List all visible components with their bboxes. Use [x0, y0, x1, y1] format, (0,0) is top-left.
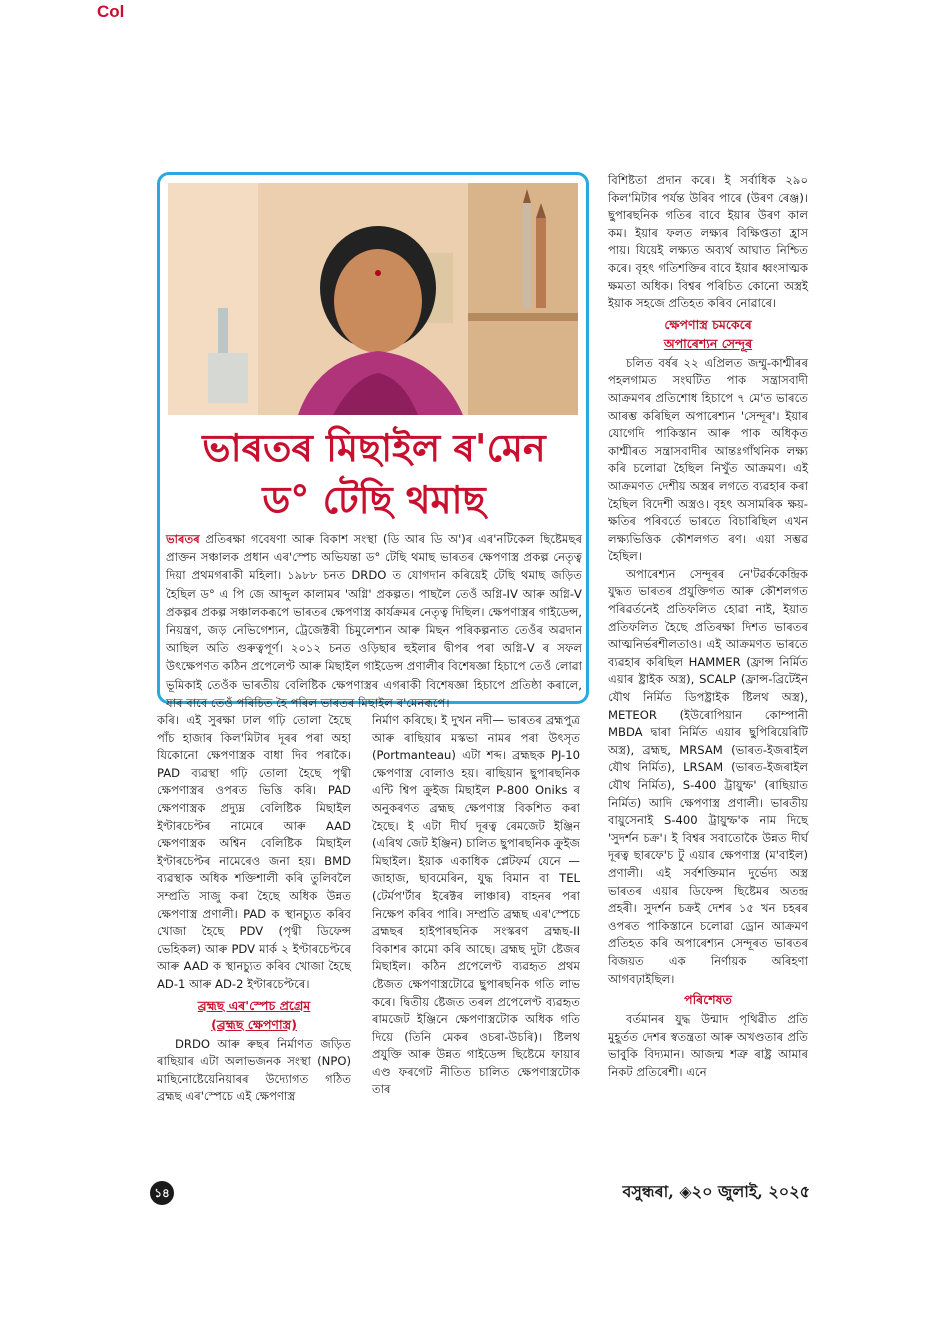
col1-subheading-line-2: (ব্ৰহ্মছ ক্ষেপণাস্ত্ৰ): [211, 1016, 297, 1032]
intro-paragraph: [166, 530, 582, 712]
corner-label: Col: [97, 2, 125, 21]
portrait-photo: [168, 183, 578, 415]
col3-paragraph-4: বৰ্তমানৰ যুদ্ধ উন্মাদ পৃথিৱীত প্ৰতি মুহূৰ্তত দেশৰ স্বতন্ত্ৰতা আৰু অখণ্ডতাৰ প্ৰতি ভাবুকি বিদ্যমান। আজন্ম শত্ৰু ৰাষ্ট্ৰ আমাৰ নিকট প্ৰতিৰেশী। এনে: [608, 1012, 808, 1079]
column-left: [157, 712, 351, 1106]
col3-subheading-line-1: ক্ষেপণাস্ত্ৰ চমকেৰে: [664, 316, 752, 332]
col3-paragraph-3: অপাৰেশ্যন সেন্দূৰৰ নে'টৱৰ্ককেন্দ্ৰিক যুদ্ধত ভাৰতৰ প্ৰযুক্তিগত আৰু কৌশলগত পৰিৱৰ্তনেই প্ৰতিফলিত হোৱা নাই, ইয়াত প্ৰতিফলিত হৈছে প্ৰতিৰক্ষা দিশত ভাৰতৰ আত্মনিৰ্ভৰশীলতাও। এই আক্ৰমণত ভাৰতে ব্যৱহাৰ কৰিছিল HAMMER (ফ্ৰান্স নিৰ্মিত এয়াৰ ষ্ট্ৰাইক অস্ত্ৰ), SCALP (ফ্ৰান্স-ব্ৰিটেইন যৌথ নিৰ্মিত ডিপষ্ট্ৰাইক ষ্টিলথ অস্ত্ৰ), METEOR (ইউৰোপিয়ান কোম্পানী MBDA দ্বাৰা নিৰ্মিত এয়াৰ ছুপিৰিয়েৰিটি অস্ত্ৰ), ব্ৰহ্মছ, MRSAM (ভাৰত-ইজৰাইল যৌথ নিৰ্মিত), LRSAM (ভাৰত-ইজৰাইল যৌথ নিৰ্মিত), S-400 ট্ৰায়ুম্ফ' (ৰাছিয়াত নিৰ্মিত) আদি ক্ষেপণাস্ত্ৰ প্ৰণালী। ভাৰতীয় বায়ুসেনাই S-400 ট্ৰায়ুম্ফ'ক নাম দিছে 'সুদৰ্শন চক্ৰ'। ই বিশ্বৰ সবাতোকৈ উন্নত দীৰ্ঘ দূৰত্ব ছাৰফে'চ টু এয়াৰ ক্ষেপণাস্ত্ৰ (ম'বাইল) প্ৰণালী। এই সৰ্বশক্তিমান দুৰ্ভেদ্য অস্ত্ৰ ভাৰতৰ এয়াৰ ডিফেন্স ছিষ্টেমৰ অতন্দ্ৰ প্ৰহৰী। সুদৰ্শন চক্ৰই দেশৰ ১৫ খন চহৰৰ ওপৰত পাকিস্তানে চলোৱা ড্ৰোন আক্ৰমণ প্ৰতিহত কৰি অপাৰেশ্যন সেন্দূৰত ভাৰতৰ বিজয়ত এক নিৰ্ণায়ক অৰিহণা আগবঢ়াইছিল।: [608, 566, 808, 986]
col3-paragraph-2: চলিত বৰ্ষৰ ২২ এপ্ৰিলত জম্মু-কাশ্মীৰৰ পহলগামত সংঘটিত পাক সন্ত্ৰাসবাদী আক্ৰমণৰ প্ৰতিশোধ হিচাপে ৭ মে'ত ভাৰতে আৰম্ভ কৰিছিল অপাৰেশ্যন 'সেন্দূৰ'। ইয়াৰ যোগেদি পাকিস্তান আৰু পাক অধিকৃত কাশ্মীৰত সন্ত্ৰাসবাদীৰ আন্তঃগাঁথনিক লক্ষ্য কৰি চলোৱা হৈছিল নিখুঁত আক্ৰমণ। এই আক্ৰমণত দেশীয় অস্ত্ৰৰ লগতে ব্যৱহাৰ কৰা হৈছিল বিদেশী অস্ত্ৰও। বৃহৎ অসামৰিক ক্ষয়-ক্ষতিৰ পৰিবৰ্তে ভাৰতে বিচাৰিছিল এখন লক্ষ্যভিত্তিক কৌশলগত ৰণ। এয়া সম্ভৱ হৈছিল।: [608, 355, 808, 564]
col3-subheading: [608, 315, 808, 353]
col1-subheading-line-1: ব্ৰহ্মছ এৰ'স্পেচ প্ৰগ্ৰেম: [197, 997, 311, 1013]
col1-paragraph-2: DRDO আৰু ৰুছৰ নিৰ্মাণত জড়িত ৰাছিয়াৰ এটা অলাভজনক সংস্থা (NPO) মাছিনোষ্টেয়েনিয়াৰৰ উদ্যোগত গঠিত ব্ৰহ্মছ এৰ'স্পেচে এই ক্ষেপণাস্ত্ৰ: [157, 1036, 351, 1104]
col3-subheading-line-2: অপাৰেশ্যন সেন্দূৰ: [663, 335, 753, 351]
column-right: [608, 172, 808, 1082]
headline-line-2: ড° টেছি থমাছ: [262, 478, 486, 522]
col3-subheading-conclusion: পৰিশেষত: [684, 992, 732, 1008]
col1-paragraph-1: কৰি। এই সুৰক্ষা ঢাল গঢ়ি তোলা হৈছে পাঁচ হাজাৰ কিল'মিটাৰ দূৰৰ পৰা অহা যিকোনো ক্ষেপণাস্ত্ৰক বাধা দিব পৰাকৈ। PAD ব্যৱস্থা গঢ়ি তোলা হৈছে পৃথ্বী ক্ষেপণাস্ত্ৰৰ ওপৰত ভিত্তি কৰি। PAD ক্ষেপণাস্ত্ৰক প্ৰদ্যুম্ন বেলিষ্টিক মিছাইল ইণ্টাৰচেপ্টৰ নামেৰে আৰু AAD ক্ষেপণাস্ত্ৰক অশ্বিন বেলিষ্টিক মিছাইল ইণ্টাৰচেপ্টৰ নামেৰেও জনা হয়। BMD ব্যৱস্থাক অধিক শক্তিশালী কৰি তুলিবলৈ সম্প্ৰতি সাজু কৰা হৈছে অধিক উন্নত ক্ষেপণাস্ত্ৰ প্ৰণালী। PAD ক স্থানচ্যুত কৰিব খোজা হৈছে PDV (পৃথ্বী ডিফেন্স ভেহিকল) আৰু PDV মাৰ্ক ২ ইণ্টাৰচেপ্টৰে আৰু AAD ক স্থানচ্যুত কৰিব খোজা হৈছে AD-1 আৰু AD-2 ইণ্টাৰচেপ্টৰে।: [157, 713, 351, 991]
page-number: ১৪: [150, 1181, 174, 1205]
intro-lead: ভাৰতৰ: [166, 532, 200, 546]
col1-subheading: [157, 996, 351, 1034]
col3-paragraph-1: বিশিষ্টতা প্ৰদান কৰে। ই সৰ্বাধিক ২৯০ কিল'মিটাৰ পৰ্যন্ত উৰিব পাৰে (উৰণ ৰেঞ্জ)। ছুপাৰছনিক গতিৰ বাবে ইয়াৰ উৰণ কাল কম। ইয়াৰ ফলত লক্ষ্যৰ বিক্ষিপ্ততা হ্ৰাস পায়। যিয়েই লক্ষ্যত অব্যৰ্থ আঘাত নিশ্চিত কৰে। বৃহৎ গতিশক্তিৰ বাবে ইয়াৰ ধ্বংসাত্মক ক্ষমতা অধিক। বিশ্বৰ পৰিচিত কোনো অস্ত্ৰই ইয়াক সহজে প্ৰতিহত কৰিব নোৱাৰে।: [608, 173, 808, 311]
headline-line-1: ভাৰতৰ মিছাইল ৰ'মেন: [202, 426, 546, 470]
feature-box: [157, 172, 589, 710]
intro-text: প্ৰতিৰক্ষা গবেষণা আৰু বিকাশ সংস্থা (ডি আৰ ডি অ')ৰ এৰ'নটিকেল ছিষ্টেমছৰ প্ৰাক্তন সঞ্চালক প্ৰধান এৰ'স্পেচ অভিযন্তা ড° টেছি থমাছ ভাৰতৰ ক্ষেপণাস্ত্ৰ প্ৰকল্প নেতৃত্ব দিয়া প্ৰথমগৰাকী মহিলা। ১৯৮৮ চনত DRDO ত যোগদান কৰিয়েই টেছি থমাছ জড়িত হৈছিল ড° এ পি জে আব্দুল কালামৰ 'অগ্নি' প্ৰকল্পত। পাছলৈ তেওঁ অগ্নি-IV আৰু অগ্নি-V প্ৰকল্পৰ প্ৰকল্প সঞ্চালকৰূপে ভাৰতৰ ক্ষেপণাস্ত্ৰ কাৰ্যক্ৰমৰ নেতৃত্ব দিছিল। ক্ষেপণাস্ত্ৰৰ গাইডেন্স, নিয়ন্ত্ৰণ, জড় নেভিগেশ্যন, ট্ৰেজেক্টৰী চিমুলেশ্যন আৰু মিছন পৰিকল্পনাত তেওঁৰ অৱদান আছিল অতি গুৰুত্বপূৰ্ণ। ২০১২ চনত ওড়িছাৰ হুইলাৰ দ্বীপৰ পৰা অগ্নি-V ৰ সফল উৎক্ষেপণত কঠিন প্ৰপেলেণ্ট আৰু মিছাইল গাইডেন্স প্ৰণালীৰ বিশেষজ্ঞা হিচাপে তেওঁ লোৱা ভূমিকাই তেওঁক ভাৰতীয় বেলিষ্টিক ক্ষেপণাস্ত্ৰৰ এগৰাকী বিশেষজ্ঞা হিচাপে প্ৰতিষ্ঠা কৰালে, যাৰ বাবে তেওঁ পৰিচিত হৈ পৰিল ভাৰতৰ মিছাইল ৰ'মেনৰূপে।: [166, 532, 582, 710]
col2-paragraph-1: নিৰ্মাণ কৰিছে। ই দুখন নদী— ভাৰতৰ ব্ৰহ্মপুত্ৰ আৰু ৰাছিয়াৰ মস্কভা নামৰ পৰা উৎসৃত (Portmanteau) এটা শব্দ। ব্ৰহ্মছক PJ-10 ক্ষেপণাস্ত্ৰ বোলাও হয়। ৰাছিয়ান ছুপাৰছনিক এন্টি শ্বিপ ক্ৰুইজ মিছাইল P-800 Oniks ৰ অনুকৰণত ব্ৰহ্মছ ক্ষেপণাস্ত্ৰ বিকশিত কৰা হৈছে। ই এটা দীৰ্ঘ দূৰত্ব ৰেমজেট ইঞ্জিন (এৰিথ জেট ইঞ্জিন) চালিত ছুপাৰছনিক ক্ৰুইজ মিছাইল। ইয়াক একাধিক প্লেটফৰ্ম যেনে —জাহাজ, ছাবমেৰিন, যুদ্ধ বিমান বা TEL (টেৰ্মপ'ৰ্টাৰ ইৰেক্টৰ লাঞ্চাৰ) বাহনৰ পৰা নিক্ষেপ কৰিব পাৰি। সম্প্ৰতি ব্ৰহ্মছ এৰ'স্পেচে ব্ৰহ্মছৰ হাইপাৰছনিক সংস্কৰণ ব্ৰহ্মছ-II বিকাশৰ কামো কৰি আছে। ব্ৰহ্মছ দুটা ষ্টেজৰ মিছাইল। কঠিন প্ৰপেলেণ্ট ব্যৱহৃত প্ৰথম ষ্টেজত ক্ষেপণাস্ত্ৰটোৱে ছুপাৰছনিক গতি লাভ কৰে। দ্বিতীয় ষ্টেজত তৰল প্ৰপেলেণ্ট ব্যৱহৃত ৰামজেট ইঞ্জিনে ক্ষেপণাস্ত্ৰটোক অধিক গতি দিয়ে (তিনি মেকৰ ওচৰা-উচৰি)। ষ্টিলথ প্ৰযুক্তি আৰু উন্নত গাইডেন্স ছিষ্টেমে ফায়াৰ এণ্ড ফৰগেট নীতিত চালিত ক্ষেপণাস্ত্ৰটোক তাৰ: [372, 713, 580, 1097]
footer-publication: বসুন্ধৰা, ◈২০ জুলাই, ২০২৫: [622, 1182, 810, 1201]
column-middle: [372, 712, 580, 1099]
